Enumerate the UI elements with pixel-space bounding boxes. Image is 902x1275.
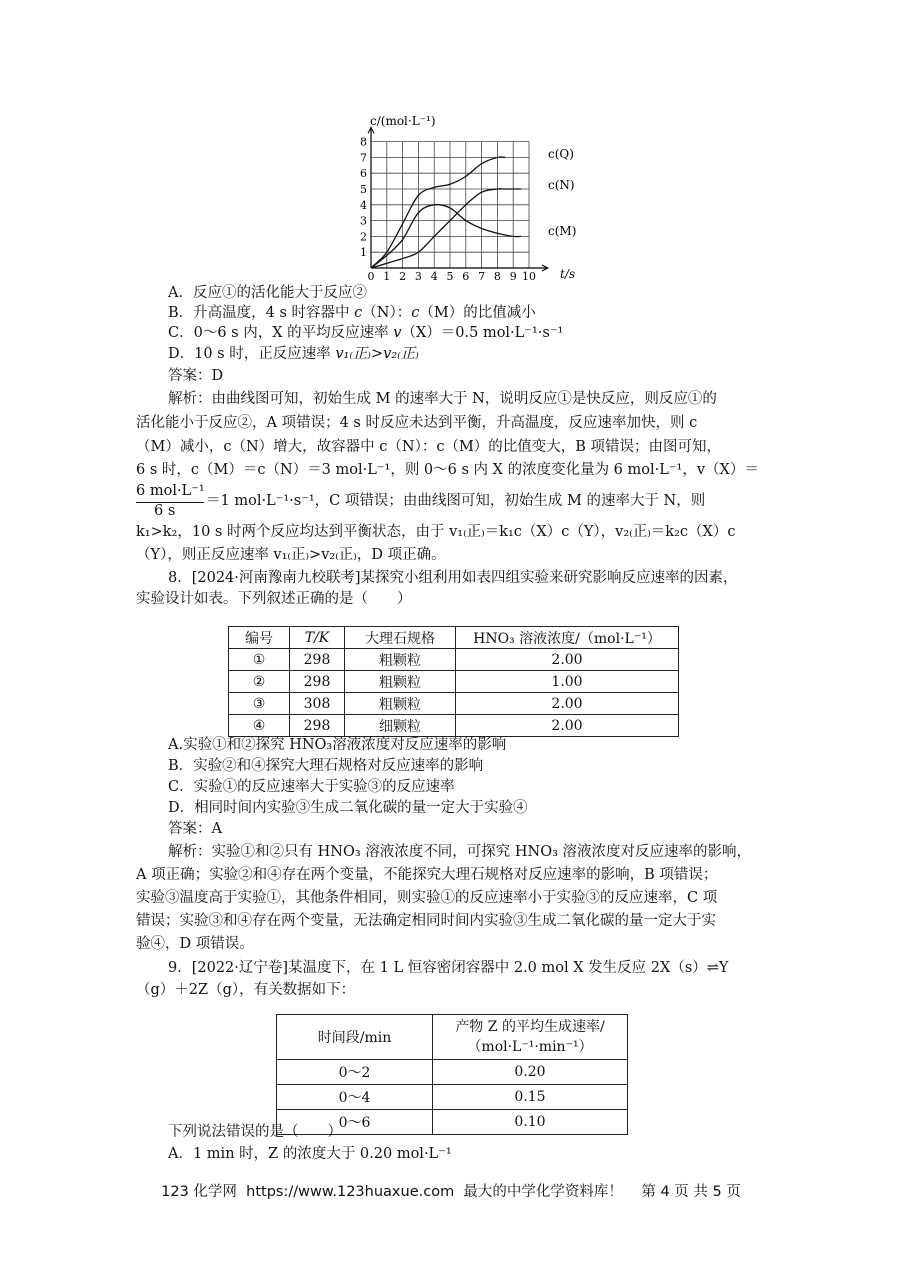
q7-option-d: D．10 s 时，正反应速率 v₁₍正₎>v₂₍正₎ [168,346,419,362]
q8-analysis-line-3: 实验③温度高于实验①，其他条件相同，则实验①的反应速率小于实验③的反应速率，C 项 [136,890,718,906]
q8-analysis-line-4: 错误；实验③和④存在两个变量，无法确定相同时间内实验③生成二氧化碳的量一定大于实 [136,913,716,929]
q8-option-c: C．实验①的反应速率大于实验③的反应速率 [168,779,455,795]
q7-analysis-line-3: （M）减小，c（N）增大，故容器中 c（N）：c（M）的比值变大，B 项错误；由图可知， [136,439,722,455]
q7-option-b: B．升高温度，4 s 时容器中 c（N）：c（M）的比值减小 [168,305,536,321]
table-row [277,1085,628,1110]
q7-option-c: C．0～6 s 内，X 的平均反应速率 v（X）＝0.5 mol·L⁻¹·s⁻¹ [168,325,564,341]
y-tick-label: 5 [360,183,367,196]
series-label-n: c(N) [548,178,575,192]
table-row [277,1060,628,1085]
q7-analysis-line-4: 6 s 时，c（M）＝c（N）＝3 mol·L⁻¹，则 0～6 s 内 X 的浓度变化量为 6 mol·L⁻¹，v（X）＝ [136,462,759,478]
y-tick-label: 7 [360,151,367,165]
table-header [433,1015,628,1060]
q7-analysis-fraction-denominator: 6 s [154,503,176,519]
footer-url[interactable]: https://www.123huaxue.com [246,1184,455,1200]
x-axis-label: t/s [560,267,576,281]
table-cell: 粗颗粒 [345,671,456,693]
footer-slogan: 最大的中学化学资料库！ [463,1184,623,1200]
q8-experiment-table [228,626,679,737]
q8-option-b: B．实验②和④探究大理石规格对反应速率的影响 [168,758,484,774]
x-tick-label: 3 [414,270,422,283]
table-header-line: （mol·L⁻¹·min⁻¹） [467,1039,593,1055]
table-row [229,693,679,715]
y-tick-label: 6 [360,167,367,181]
q7-analysis-line-2: 活化能小于反应②，A 项错误；4 s 时反应未达到平衡，升高温度，反应速率加快，则 c [136,415,698,431]
x-tick-label: 7 [478,270,486,283]
table-cell: ③ [229,693,290,715]
q8-option-d: D．相同时间内实验③生成二氧化碳的量一定大于实验④ [168,800,528,816]
q7-analysis-line-6: k₁>k₂，10 s 时两个反应均达到平衡状态，由于 v₁₍正₎＝k₁c（X）c（Y），v₂₍正₎＝k₂c（X）c [136,524,736,540]
q9-stem-line-2: （g）＋2Z（g），有关数据如下： [136,982,356,998]
table-cell: 0～6 [277,1110,433,1135]
table-cell: 308 [290,693,345,715]
q8-analysis-line-1: 解析：实验①和②只有 HNO₃ 溶液浓度不同，可探究 HNO₃ 溶液浓度对反应速率的影响， [168,844,751,860]
table-cell: 1.00 [456,671,679,693]
y-axis-label: c/(mol·L⁻¹) [370,114,436,128]
q7-option-a: A．反应①的活化能大于反应② [168,285,367,301]
x-tick-label: 5 [446,270,454,283]
table-cell: 0.10 [433,1110,628,1135]
y-tick-label: 4 [360,198,367,212]
table-cell: 2.00 [456,693,679,715]
table-cell: 298 [290,649,345,671]
y-tick-label: 3 [360,214,367,228]
table-cell: 0～4 [277,1085,433,1110]
table-header-row [277,1015,628,1060]
q8-analysis-line-5: 验④，D 项错误。 [136,936,254,952]
table-cell: 298 [290,715,345,737]
table-cell: ② [229,671,290,693]
table-cell: 0.20 [433,1060,628,1085]
table-cell: 细颗粒 [345,715,456,737]
q9-question: 下列说法错误的是（ ） [168,1124,342,1140]
table-cell: 0～2 [277,1060,433,1085]
q7-analysis-line-5: ＝1 mol·L⁻¹·s⁻¹，C 项错误；由曲线图可知，初始生成 M 的速率大于 N，则 [206,493,706,509]
q7-analysis-fraction-numerator: 6 mol·L⁻¹ [136,483,205,499]
series-line-1 [371,189,521,268]
q8-stem-line-2: 实验设计如表。下列叙述正确的是（ ） [136,591,412,607]
x-tick-label: 0 [367,270,375,283]
x-tick-label: 4 [430,270,438,283]
y-tick-label: 1 [360,246,367,260]
table-header: HNO₃ 溶液浓度/（mol·L⁻¹） [456,627,679,649]
x-tick-label: 6 [462,270,470,283]
table-cell: ④ [229,715,290,737]
x-tick-label: 10 [522,270,536,283]
table-header-row [229,627,679,649]
table-header: 编号 [229,627,290,649]
table-cell: 2.00 [456,715,679,737]
table-cell: 0.15 [433,1085,628,1110]
table-header: 时间段/min [277,1015,433,1060]
table-row [229,649,679,671]
q9-stem-line-1: 9．[2022·辽宁卷]某温度下，在 1 L 恒容密闭容器中 2.0 mol X 发生反应 2X（s）⇌Y [168,960,729,976]
table-cell: ① [229,649,290,671]
q9-option-a: A．1 min 时，Z 的浓度大于 0.20 mol·L⁻¹ [168,1146,452,1162]
y-tick-label: 2 [360,230,367,244]
table-header: 大理石规格 [345,627,456,649]
q8-analysis-line-2: A 项正确；实验②和④存在两个变量，不能探究大理石规格对反应速率的影响，B 项错误； [136,867,718,883]
table-cell: 粗颗粒 [345,693,456,715]
series-label-m: c(M) [548,224,577,238]
chart-axes [368,127,548,271]
page-number: 第 4 页 共 5 页 [641,1184,741,1200]
table-header-line: 产物 Z 的平均生成速率/ [455,1019,605,1035]
table-cell: 粗颗粒 [345,649,456,671]
table-row [229,671,679,693]
q7-analysis-line-7: （Y），则正反应速率 v₁₍正₎>v₂₍正₎，D 项正确。 [136,547,446,563]
q8-answer: 答案：A [168,821,222,837]
q8-option-a: A.实验①和②探究 HNO₃溶液浓度对反应速率的影响 [168,737,507,753]
table-row [229,715,679,737]
x-tick-label: 1 [383,270,391,283]
page-footer [0,1180,902,1201]
x-tick-label: 9 [509,270,517,283]
footer-site: 123 化学网 [161,1184,237,1200]
series-label-q: c(Q) [548,147,574,161]
x-tick-label: 2 [399,270,407,283]
q7-analysis-line-1: 解析：由曲线图可知，初始生成 M 的速率大于 N，说明反应①是快反应，则反应①的 [168,391,717,407]
q8-stem-line-1: 8．[2024·河南豫南九校联考]某探究小组利用如表四组实验来研究影响反应速率的因素， [168,570,738,586]
table-cell: 2.00 [456,649,679,671]
table-header: T/K [290,627,345,649]
y-tick-label: 8 [360,135,367,149]
q7-answer: 答案：D [168,368,224,384]
table-cell: 298 [290,671,345,693]
x-tick-label: 8 [493,270,501,283]
q9-rate-table [276,1014,628,1135]
concentration-time-chart [340,112,590,284]
